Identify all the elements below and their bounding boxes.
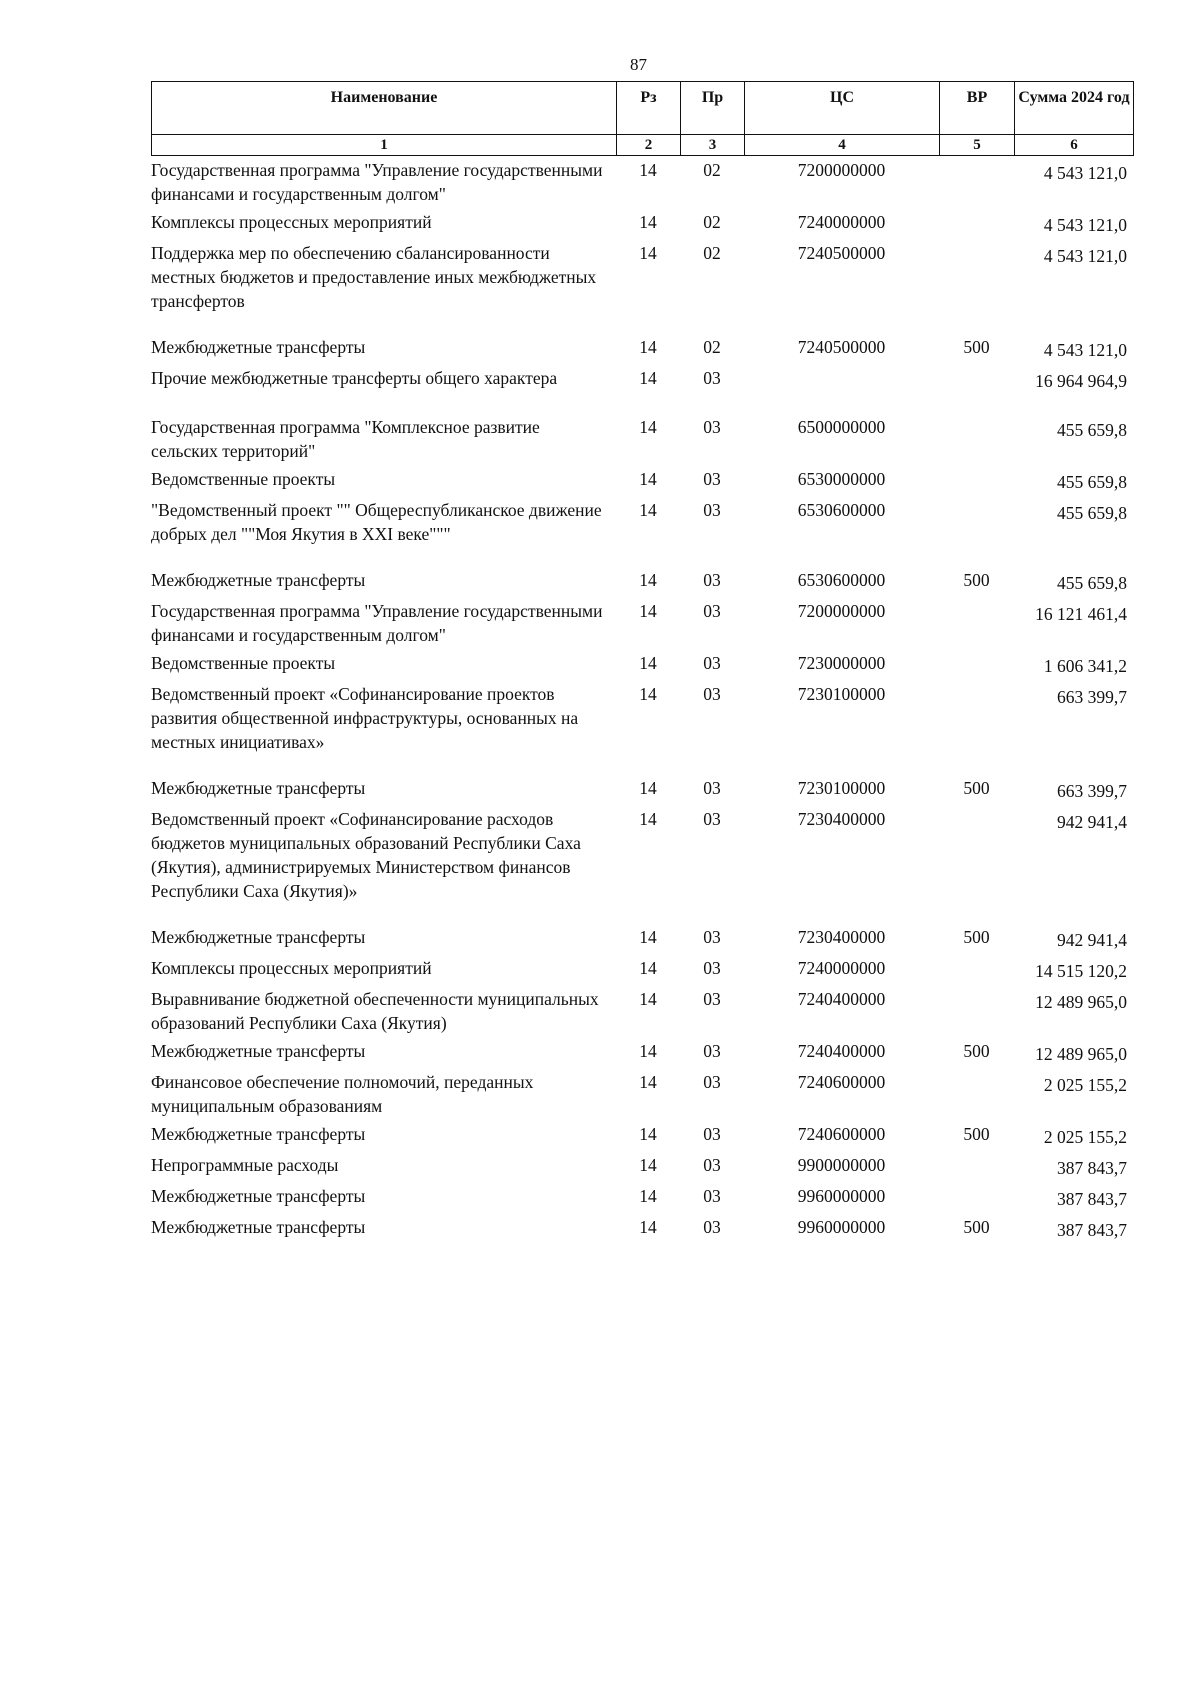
row-vr: 500 — [963, 927, 990, 947]
row-rz: 14 — [639, 160, 657, 180]
row-rz: 14 — [639, 601, 657, 621]
row-rz: 14 — [639, 989, 657, 1009]
row-sum: 387 843,7 — [1057, 1189, 1127, 1209]
row-name: Ведомственный проект «Софинансирование проектов развития общественной инфраструктуры, основанных на местных инициативах» — [151, 684, 579, 752]
row-sum: 2 025 155,2 — [1043, 1127, 1127, 1147]
row-sum: 14 515 120,2 — [1035, 961, 1127, 981]
row-sum: 455 659,8 — [1057, 503, 1127, 523]
row-cs: 7230100000 — [797, 684, 886, 704]
row-pr: 03 — [703, 809, 721, 829]
row-rz: 14 — [639, 243, 657, 263]
row-rz: 14 — [639, 809, 657, 829]
row-name: Поддержка мер по обеспечению сбалансированности местных бюджетов и предоставление иных межбюджетных трансфертов — [151, 243, 597, 311]
row-rz: 14 — [639, 778, 657, 798]
table-row — [151, 366, 1133, 415]
row-pr: 03 — [703, 368, 721, 388]
row-sum: 4 543 121,0 — [1043, 246, 1127, 266]
row-vr — [939, 158, 1014, 210]
row-sum: 663 399,7 — [1057, 781, 1127, 801]
row-sum: 387 843,7 — [1057, 1158, 1127, 1178]
row-name: Ведомственные проекты — [151, 653, 336, 673]
row-rz: 14 — [639, 653, 657, 673]
row-cs — [744, 366, 939, 415]
row-cs: 7240000000 — [797, 958, 886, 978]
row-pr: 03 — [703, 570, 721, 590]
table-row — [151, 568, 1133, 599]
row-pr: 03 — [703, 778, 721, 798]
row-sum: 387 843,7 — [1057, 1220, 1127, 1240]
row-name: Выравнивание бюджетной обеспеченности муниципальных образований Республики Саха (Якутия) — [151, 989, 599, 1033]
row-pr: 03 — [703, 653, 721, 673]
table-row — [151, 415, 1133, 467]
row-vr: 500 — [963, 778, 990, 798]
header-num-3: 3 — [681, 135, 745, 156]
row-rz: 14 — [639, 469, 657, 489]
row-pr: 03 — [703, 1124, 721, 1144]
row-pr: 03 — [703, 1072, 721, 1092]
table-row — [151, 1122, 1133, 1153]
row-vr — [939, 1184, 1014, 1215]
row-rz: 14 — [639, 1072, 657, 1092]
table-row — [151, 651, 1133, 682]
row-rz: 14 — [639, 1155, 657, 1175]
row-cs: 7240500000 — [797, 243, 886, 263]
table-row — [151, 210, 1133, 241]
row-name: "Ведомственный проект "" Общереспубликанское движение добрых дел ""Моя Якутия в XXI веке""" — [151, 500, 602, 544]
row-cs: 7240600000 — [797, 1124, 886, 1144]
row-sum: 663 399,7 — [1057, 687, 1127, 707]
row-rz: 14 — [639, 684, 657, 704]
row-pr: 03 — [703, 1155, 721, 1175]
row-name: Межбюджетные трансферты — [151, 1186, 366, 1206]
row-vr — [939, 1070, 1014, 1122]
table-row — [151, 1153, 1133, 1184]
row-sum: 4 543 121,0 — [1043, 163, 1127, 183]
header-name: Наименование — [152, 82, 617, 135]
row-cs: 6530600000 — [797, 570, 886, 590]
row-rz: 14 — [639, 337, 657, 357]
table-row — [151, 599, 1133, 651]
row-pr: 03 — [703, 684, 721, 704]
table-row — [151, 498, 1133, 568]
row-vr — [939, 498, 1014, 568]
row-pr: 03 — [703, 500, 721, 520]
row-rz: 14 — [639, 570, 657, 590]
row-cs: 7200000000 — [797, 601, 886, 621]
header-num-5: 5 — [940, 135, 1015, 156]
row-cs: 9900000000 — [797, 1155, 886, 1175]
header-num-1: 1 — [152, 135, 617, 156]
row-cs: 7230000000 — [797, 653, 886, 673]
row-rz: 14 — [639, 1041, 657, 1061]
row-name: Государственная программа "Управление государственными финансами и государственным долгом" — [151, 160, 603, 204]
row-vr — [939, 210, 1014, 241]
row-pr: 03 — [703, 1217, 721, 1237]
row-cs: 7240600000 — [797, 1072, 886, 1092]
table-row — [151, 1039, 1133, 1070]
header-pr: Пр — [681, 82, 745, 135]
header-sum: Сумма 2024 год — [1015, 82, 1134, 135]
row-vr — [939, 366, 1014, 415]
row-name: Финансовое обеспечение полномочий, переданных муниципальным образованиям — [151, 1072, 534, 1116]
header-names-row — [152, 82, 1134, 135]
header-cs: ЦС — [745, 82, 940, 135]
table-row — [151, 682, 1133, 776]
row-name: Межбюджетные трансферты — [151, 778, 366, 798]
row-cs: 7240500000 — [797, 337, 886, 357]
table-row — [151, 987, 1133, 1039]
row-rz: 14 — [639, 212, 657, 232]
row-cs: 6530000000 — [797, 469, 886, 489]
row-name: Межбюджетные трансферты — [151, 1217, 366, 1237]
row-cs: 7240000000 — [797, 212, 886, 232]
row-vr — [939, 415, 1014, 467]
row-cs: 7240400000 — [797, 1041, 886, 1061]
row-rz: 14 — [639, 368, 657, 388]
row-vr: 500 — [963, 570, 990, 590]
row-pr: 02 — [703, 243, 721, 263]
header-vr: ВР — [940, 82, 1015, 135]
row-pr: 03 — [703, 989, 721, 1009]
row-sum: 455 659,8 — [1057, 573, 1127, 593]
row-vr — [939, 599, 1014, 651]
row-pr: 03 — [703, 1186, 721, 1206]
row-cs: 7240400000 — [797, 989, 886, 1009]
row-sum: 942 941,4 — [1057, 812, 1127, 832]
row-sum: 2 025 155,2 — [1043, 1075, 1127, 1095]
row-name: Комплексы процессных мероприятий — [151, 212, 432, 232]
row-cs: 7230400000 — [797, 809, 886, 829]
row-sum: 4 543 121,0 — [1043, 215, 1127, 235]
table-row — [151, 335, 1133, 366]
row-rz: 14 — [639, 417, 657, 437]
row-name: Межбюджетные трансферты — [151, 1124, 366, 1144]
row-sum: 942 941,4 — [1057, 930, 1127, 950]
row-sum: 1 606 341,2 — [1043, 656, 1127, 676]
row-sum: 12 489 965,0 — [1035, 1044, 1127, 1064]
table-header — [151, 81, 1134, 156]
row-rz: 14 — [639, 927, 657, 947]
row-vr — [939, 956, 1014, 987]
table-row — [151, 807, 1133, 925]
row-pr: 03 — [703, 927, 721, 947]
row-cs: 7230400000 — [797, 927, 886, 947]
table-row — [151, 1070, 1133, 1122]
header-rz: Рз — [617, 82, 681, 135]
table-row — [151, 925, 1133, 956]
row-cs: 7200000000 — [797, 160, 886, 180]
row-pr: 03 — [703, 958, 721, 978]
header-num-2: 2 — [617, 135, 681, 156]
row-sum: 12 489 965,0 — [1035, 992, 1127, 1012]
row-rz: 14 — [639, 1186, 657, 1206]
row-pr: 03 — [703, 1041, 721, 1061]
row-rz: 14 — [639, 1124, 657, 1144]
row-name: Межбюджетные трансферты — [151, 1041, 366, 1061]
row-name: Государственная программа "Управление государственными финансами и государственным долгом" — [151, 601, 603, 645]
row-pr: 03 — [703, 417, 721, 437]
row-sum: 455 659,8 — [1057, 472, 1127, 492]
row-cs: 9960000000 — [797, 1186, 886, 1206]
row-pr: 02 — [703, 337, 721, 357]
table-row — [151, 956, 1133, 987]
row-pr: 02 — [703, 160, 721, 180]
row-pr: 03 — [703, 469, 721, 489]
row-pr: 03 — [703, 601, 721, 621]
row-rz: 14 — [639, 958, 657, 978]
row-name: Непрограммные расходы — [151, 1155, 339, 1175]
row-name: Государственная программа "Комплексное развитие сельских территорий" — [151, 417, 540, 461]
row-vr: 500 — [963, 1217, 990, 1237]
table-row — [151, 241, 1133, 335]
row-vr: 500 — [963, 337, 990, 357]
row-vr — [939, 651, 1014, 682]
row-cs: 9960000000 — [797, 1217, 886, 1237]
row-name: Межбюджетные трансферты — [151, 337, 366, 357]
row-sum: 4 543 121,0 — [1043, 340, 1127, 360]
header-num-6: 6 — [1015, 135, 1134, 156]
table-row — [151, 467, 1133, 498]
row-sum: 455 659,8 — [1057, 420, 1127, 440]
row-cs: 6500000000 — [797, 417, 886, 437]
row-cs: 7230100000 — [797, 778, 886, 798]
table-row — [151, 1184, 1133, 1215]
header-numbers-row — [152, 135, 1134, 156]
row-pr: 02 — [703, 212, 721, 232]
row-name: Ведомственные проекты — [151, 469, 336, 489]
row-vr — [939, 987, 1014, 1039]
row-name: Межбюджетные трансферты — [151, 927, 366, 947]
table-row — [151, 776, 1133, 807]
row-name: Прочие межбюджетные трансферты общего характера — [151, 368, 558, 388]
row-vr — [939, 682, 1014, 776]
row-rz: 14 — [639, 1217, 657, 1237]
row-sum: 16 121 461,4 — [1035, 604, 1127, 624]
row-name: Комплексы процессных мероприятий — [151, 958, 432, 978]
row-vr — [939, 807, 1014, 925]
row-vr — [939, 467, 1014, 498]
row-vr — [939, 1153, 1014, 1184]
page-number: 87 — [630, 55, 647, 74]
row-name: Ведомственный проект «Софинансирование расходов бюджетов муниципальных образований Республики Саха (Якутия), администрируемых Министерством финансов Республики Саха (Якутия)» — [151, 809, 581, 901]
row-cs: 6530600000 — [797, 500, 886, 520]
table-row — [151, 158, 1133, 210]
row-sum: 16 964 964,9 — [1035, 371, 1127, 391]
table-row — [151, 1215, 1133, 1246]
header-num-4: 4 — [745, 135, 940, 156]
row-vr: 500 — [963, 1041, 990, 1061]
row-vr: 500 — [963, 1124, 990, 1144]
budget-table — [151, 158, 1133, 1246]
row-vr — [939, 241, 1014, 335]
row-rz: 14 — [639, 500, 657, 520]
row-name: Межбюджетные трансферты — [151, 570, 366, 590]
